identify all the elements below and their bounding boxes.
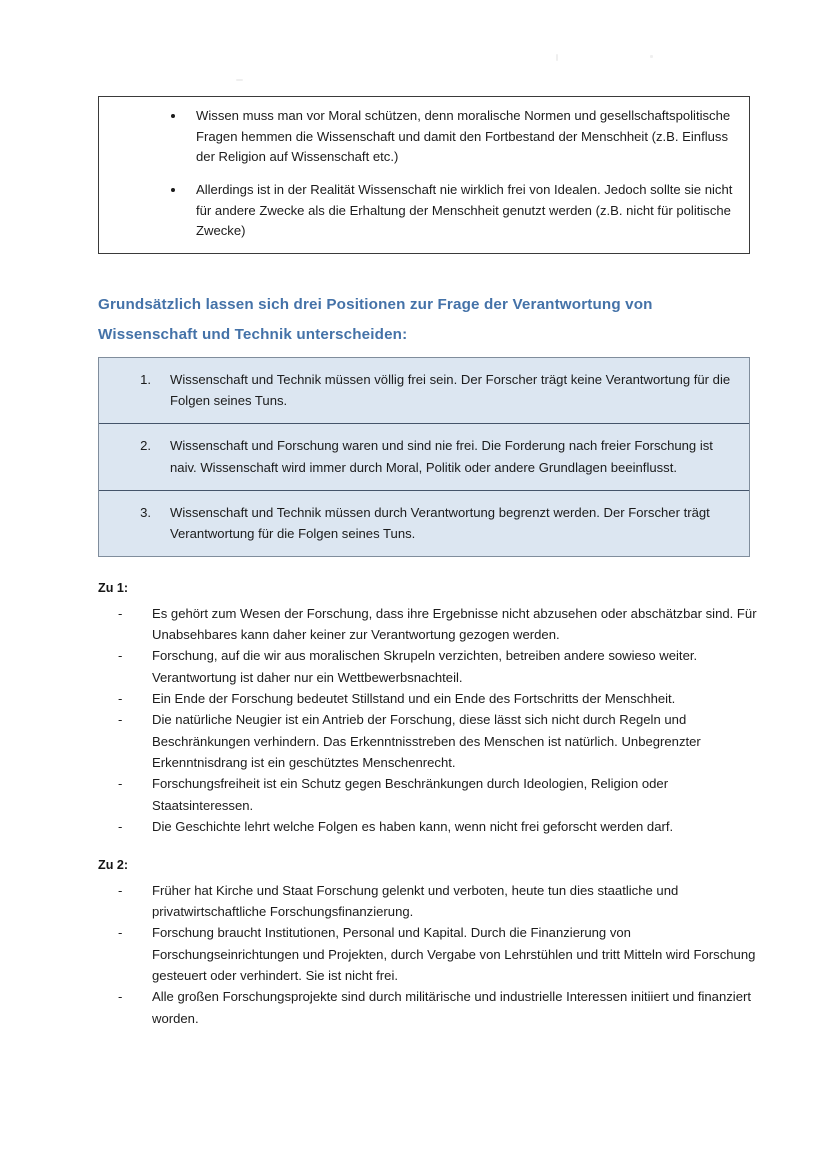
scan-artifact	[236, 79, 243, 81]
table-row-content	[117, 369, 731, 411]
list-item	[98, 645, 766, 688]
row-text: Wissenschaft und Technik müssen völlig frei sein. Der Forscher trägt keine Verantwortung für die Folgen seines Tuns.	[170, 372, 731, 409]
row-number: 2.	[140, 438, 151, 454]
scan-artifact	[650, 55, 653, 58]
section-label: Zu 2:	[98, 858, 129, 872]
list-item-text: Forschung, auf die wir aus moralischen Skrupeln verzichten, betreiben andere sowieso weiter. Verantwortung ist daher nur ein Wettbewerbsnachteil.	[152, 648, 698, 685]
bullet-dot-icon	[171, 114, 175, 118]
section-heading: Grundsätzlich lassen sich drei Positionen zur Frage der Verantwortung von Wissenschaft und Technik unterscheiden:	[98, 295, 653, 344]
dash-bullet-icon: -	[118, 776, 123, 792]
dash-bullet-icon: -	[118, 925, 123, 941]
list-item	[98, 986, 766, 1029]
list-item	[98, 709, 766, 773]
row-text: Wissenschaft und Technik müssen durch Verantwortung begrenzt werden. Der Forscher trägt Verantwortung für die Folgen seines Tuns.	[170, 504, 710, 542]
list-item	[113, 180, 735, 242]
table-row	[99, 358, 749, 424]
list-item	[98, 773, 766, 816]
bullet-dot-icon	[171, 188, 175, 192]
dash-bullet-icon: -	[118, 648, 123, 664]
list-item-text: Die natürliche Neugier ist ein Antrieb der Forschung, diese lässt sich nicht durch Regeln und Beschränkungen verhindern. Das Erkenntnisstreben des Menschen ist natürlich. Unbegrenzter Erkenntnisdrang ist ein geschütztes Menschenrecht.	[152, 712, 701, 770]
dash-bullet-icon: -	[118, 712, 123, 728]
list-item-text: Ein Ende der Forschung bedeutet Stillstand und ein Ende des Fortschritts der Menschheit.	[152, 690, 676, 706]
list-item-text: Forschungsfreiheit ist ein Schutz gegen Beschränkungen durch Ideologien, Religion oder Staatsinteressen.	[152, 776, 669, 813]
list-item-text: Früher hat Kirche und Staat Forschung gelenkt und verboten, heute tun dies staatliche und privatwirtschaftliche Forschungsfinanzierung.	[152, 882, 679, 919]
list-item-text: Alle großen Forschungsprojekte sind durch militärische und industrielle Interessen initiiert und finanziert worden.	[152, 989, 751, 1026]
list-item	[98, 880, 766, 923]
list-item-text: Forschung braucht Institutionen, Personal und Kapital. Durch die Finanzierung von Forschungseinrichtungen und Projekten, durch Vergabe von Lehrstühlen und tritt Mitteln wird Forschung gesteuert oder verhindert. Sie ist nicht frei.	[152, 925, 756, 983]
section-list	[98, 880, 766, 1029]
dash-bullet-icon: -	[118, 989, 123, 1005]
dash-bullet-icon: -	[118, 605, 123, 621]
list-item	[113, 106, 735, 168]
list-item	[98, 603, 766, 646]
list-item	[98, 816, 766, 837]
row-number: 3.	[140, 504, 151, 520]
list-item-text: Wissen muss man vor Moral schützen, denn moralische Normen und gesellschaftspolitische Fragen hemmen die Wissenschaft und damit den Fortbestand der Menschheit (z.B. Einfluss der Religion auf Wissenschaft etc.)	[196, 108, 731, 165]
list-item-text: Es gehört zum Wesen der Forschung, dass ihre Ergebnisse nicht abzusehen oder abschätzbar sind. Für Unabsehbares kann daher keiner zur Verantwortung gezogen werden.	[152, 605, 757, 642]
dash-bullet-icon: -	[118, 690, 123, 706]
table-row	[99, 491, 749, 556]
row-number: 1.	[140, 372, 151, 387]
row-text: Wissenschaft und Forschung waren und sind nie frei. Die Forderung nach freier Forschung ist naiv. Wissenschaft wird immer durch Moral, Politik oder andere Grundlagen beeinflusst.	[170, 438, 713, 475]
top-box-list	[113, 106, 735, 242]
table-row-content	[117, 435, 731, 477]
dash-bullet-icon: -	[118, 818, 123, 834]
table-row	[99, 424, 749, 490]
list-item	[98, 922, 766, 986]
section-list	[98, 603, 766, 838]
list-item-text: Allerdings ist in der Realität Wissenschaft nie wirklich frei von Idealen. Jedoch sollte sie nicht für andere Zwecke als die Erhaltung der Menschheit genutzt werden (z.B. nicht für politische Zwecke)	[196, 182, 733, 239]
dash-bullet-icon: -	[118, 882, 123, 898]
list-item	[98, 688, 766, 709]
section-zu-1	[98, 580, 766, 837]
scan-artifact	[556, 54, 558, 61]
list-item-text: Die Geschichte lehrt welche Folgen es haben kann, wenn nicht frei geforscht werden darf.	[152, 818, 674, 834]
table-row-content	[117, 502, 731, 544]
top-bulleted-box	[98, 96, 750, 254]
positions-table	[98, 357, 750, 557]
section-zu-2	[98, 857, 766, 1029]
section-label: Zu 1:	[98, 581, 129, 595]
